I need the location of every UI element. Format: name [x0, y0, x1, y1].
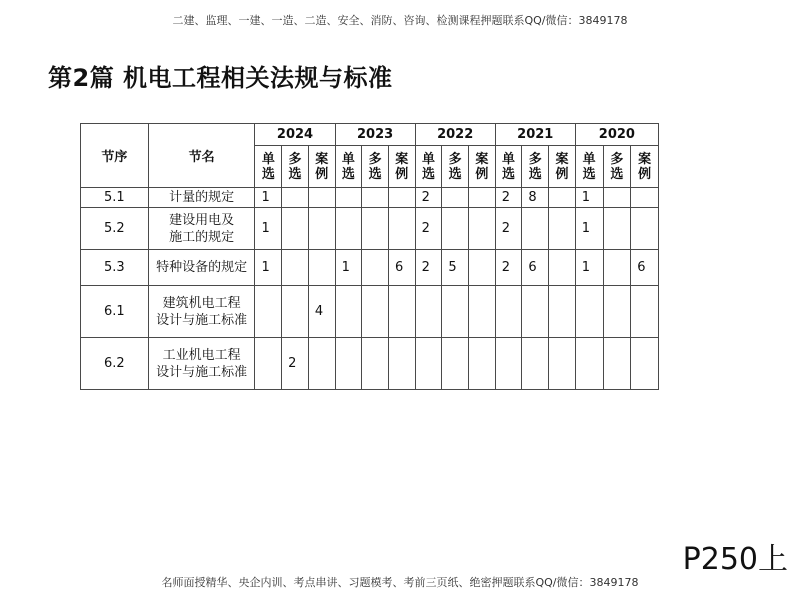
count-cell: [522, 208, 549, 250]
header-question-type: 多 选: [282, 146, 309, 188]
count-cell: 2: [495, 250, 522, 286]
stats-table: [80, 123, 659, 390]
count-cell: [631, 208, 659, 250]
section-number: 5.1: [81, 188, 149, 208]
header-question-type: 多 选: [362, 146, 389, 188]
count-cell: 6: [388, 250, 415, 286]
header-question-type: 单 选: [575, 146, 603, 188]
header-name: 节名: [148, 124, 255, 188]
table-row: [81, 338, 659, 390]
count-cell: [549, 338, 576, 390]
count-cell: [362, 250, 389, 286]
bottom-banner: 名师面授精华、央企内训、考点串讲、习题模考、考前三页纸、绝密押题联系QQ/微信：3849178: [161, 576, 639, 589]
count-cell: [442, 208, 469, 250]
count-cell: [282, 188, 309, 208]
count-cell: 2: [495, 208, 522, 250]
count-cell: 2: [282, 338, 309, 390]
count-cell: 2: [415, 208, 442, 250]
header-question-type: 案 例: [549, 146, 576, 188]
count-cell: [388, 286, 415, 338]
section-number: 6.1: [81, 286, 149, 338]
header-year: 2024: [255, 124, 335, 146]
page-title: 第2篇 机电工程相关法规与标准: [48, 64, 393, 92]
count-cell: [362, 338, 389, 390]
header-question-type: 案 例: [469, 146, 496, 188]
count-cell: [308, 338, 335, 390]
count-cell: [335, 286, 362, 338]
count-cell: 1: [575, 208, 603, 250]
count-cell: 2: [415, 250, 442, 286]
header-question-type: 单 选: [335, 146, 362, 188]
count-cell: 6: [631, 250, 659, 286]
count-cell: [442, 188, 469, 208]
count-cell: [335, 208, 362, 250]
count-cell: [469, 338, 496, 390]
count-cell: 1: [255, 208, 282, 250]
section-name: 计量的规定: [148, 188, 255, 208]
count-cell: 1: [575, 250, 603, 286]
section-number: 5.3: [81, 250, 149, 286]
header-question-type: 单 选: [495, 146, 522, 188]
count-cell: [469, 188, 496, 208]
header-question-type: 案 例: [631, 146, 659, 188]
count-cell: 5: [442, 250, 469, 286]
count-cell: [308, 250, 335, 286]
count-cell: [522, 338, 549, 390]
table-row: [81, 286, 659, 338]
section-number: 5.2: [81, 208, 149, 250]
count-cell: [442, 286, 469, 338]
count-cell: [469, 286, 496, 338]
header-year: 2022: [415, 124, 495, 146]
table-row: [81, 188, 659, 208]
count-cell: [603, 338, 631, 390]
section-name: 特种设备的规定: [148, 250, 255, 286]
count-cell: [362, 208, 389, 250]
page-number: P250上: [682, 542, 788, 577]
table-row: [81, 250, 659, 286]
header-question-type: 多 选: [522, 146, 549, 188]
count-cell: [255, 338, 282, 390]
count-cell: 8: [522, 188, 549, 208]
count-cell: 2: [415, 188, 442, 208]
count-cell: [255, 286, 282, 338]
count-cell: [282, 208, 309, 250]
count-cell: 2: [495, 188, 522, 208]
count-cell: [603, 250, 631, 286]
count-cell: [575, 286, 603, 338]
header-section: 节序: [81, 124, 149, 188]
count-cell: [308, 208, 335, 250]
count-cell: [495, 338, 522, 390]
header-row-years: [81, 124, 659, 146]
top-banner: 二建、监理、一建、一造、二造、安全、消防、咨询、检测课程押题联系QQ/微信：3849178: [172, 14, 628, 27]
count-cell: [335, 338, 362, 390]
count-cell: [631, 188, 659, 208]
count-cell: [495, 286, 522, 338]
header-question-type: 单 选: [415, 146, 442, 188]
count-cell: [603, 208, 631, 250]
count-cell: [549, 286, 576, 338]
count-cell: [631, 286, 659, 338]
count-cell: [522, 286, 549, 338]
count-cell: [335, 188, 362, 208]
count-cell: [388, 188, 415, 208]
header-question-type: 案 例: [308, 146, 335, 188]
count-cell: [469, 250, 496, 286]
count-cell: [631, 338, 659, 390]
header-year: 2023: [335, 124, 415, 146]
count-cell: [603, 286, 631, 338]
count-cell: [415, 338, 442, 390]
count-cell: [362, 286, 389, 338]
count-cell: [469, 208, 496, 250]
header-question-type: 多 选: [442, 146, 469, 188]
header-year: 2020: [575, 124, 658, 146]
table-row: [81, 208, 659, 250]
count-cell: 6: [522, 250, 549, 286]
count-cell: [549, 208, 576, 250]
count-cell: [388, 338, 415, 390]
header-year: 2021: [495, 124, 575, 146]
header-question-type: 单 选: [255, 146, 282, 188]
count-cell: [549, 250, 576, 286]
header-question-type: 案 例: [388, 146, 415, 188]
count-cell: [388, 208, 415, 250]
section-number: 6.2: [81, 338, 149, 390]
count-cell: [415, 286, 442, 338]
count-cell: [282, 250, 309, 286]
count-cell: [575, 338, 603, 390]
count-cell: [549, 188, 576, 208]
count-cell: 1: [335, 250, 362, 286]
count-cell: 1: [255, 250, 282, 286]
count-cell: 4: [308, 286, 335, 338]
count-cell: [603, 188, 631, 208]
count-cell: [308, 188, 335, 208]
section-name: 建设用电及 施工的规定: [148, 208, 255, 250]
count-cell: [442, 338, 469, 390]
count-cell: [282, 286, 309, 338]
section-name: 建筑机电工程 设计与施工标准: [148, 286, 255, 338]
count-cell: 1: [255, 188, 282, 208]
count-cell: [362, 188, 389, 208]
count-cell: 1: [575, 188, 603, 208]
header-question-type: 多 选: [603, 146, 631, 188]
section-name: 工业机电工程 设计与施工标准: [148, 338, 255, 390]
